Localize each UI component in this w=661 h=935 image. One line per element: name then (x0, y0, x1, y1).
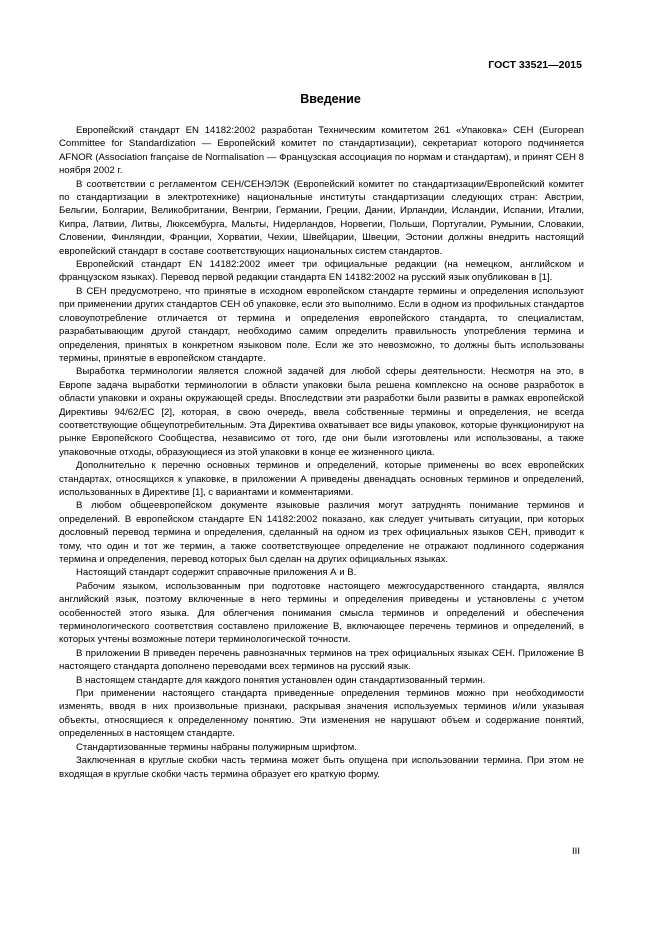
paragraph: В настоящем стандарте для каждого понятия установлен один стандартизованный термин. (76, 674, 486, 686)
introduction-body (59, 124, 584, 781)
paragraph: В приложении В приведен перечень равнозначных терминов на трех официальных языках СЕН. Приложение В настоящего стандарта дополнено переводами всех терминов на русский язык. (59, 647, 584, 673)
paragraph: В любом общеевропейском документе языковые различия могут затруднять понимание терминов и определений. В европейском стандарте EN 14182:2002 показано, как следует учитывать ситуации, при которых дословный перевод термина и определения, сделанный на одном из трех официальных языков СЕН, приводит к тому, что один и тот же термин, а также соответствующее определение не отражают подлинного содержания термина и определения, перевод которых был сделан на других официальных языках. (59, 500, 584, 565)
page-number: III (572, 846, 580, 857)
paragraph: При применении настоящего стандарта приведенные определения терминов можно при необходимости изменять, вводя в них произвольные признаки, раскрывая значения используемых терминов и/или указывая объекты, относящиеся к определенному понятию. Эти изменения не нарушают объем и содержание понятий, определенных в настоящем стандарте. (59, 688, 584, 740)
section-title: Введение (300, 92, 361, 106)
paragraph: В СЕН предусмотрено, что принятые в исходном европейском стандарте термины и определения используют при применении других стандартов СЕН об упаковке, если это выполнимо. Если в одном из профильных стандартов словоупотребление отличается от термина и определения европейского стандарта, то специалистам, разрабатывающим другой стандарт, необходимо самим определить правильность употребления термина и определения, принятых в конкретном языковом поле. Если же это невозможно, то должны быть использованы термины, принятые в европейском стандарте. (59, 285, 584, 364)
paragraph: Европейский стандарт EN 14182:2002 разработан Техническим комитетом 261 «Упаковка» СЕН (European Committee for Standardization — Европейский комитет по стандартизации), секретариат которого подчиняется AFNOR (Association française de Normalisation — Французская ассоциация по нормам и стандартам), и принят СЕН 8 ноября 2002 г. (59, 125, 584, 177)
paragraph: Дополнительно к перечню основных терминов и определений, которые применены во всех европейских стандартах, относящихся к упаковке, в приложении А приведены двенадцать основных терминов и определений, использованных в Директиве [1], с вариантами и комментариями. (59, 460, 584, 498)
paragraph: Заключенная в круглые скобки часть термина может быть опущена при использовании термина. При этом не входящая в круглые скобки часть термина образует его краткую форму. (59, 755, 584, 780)
paragraph: Выработка терминологии является сложной задачей для любой сферы деятельности. Несмотря на это, в Европе задача выработки терминологии в области упаковки была решена комплексно на основе разработок в области упаковки и охраны окружающей среды. Впоследствии эти разработки были развиты в рамках европейской Директивы 94/62/ЕС [2], которая, в свою очередь, ввела собственные термины и определения, не всегда соответствующие общеупотребительным. Эта Директива охватывает все виды упаковок, которые функционируют на рынке Европейского Сообщества, независимо от того, где они были изготовлены или использованы, а также упаковочные отходы, образующиеся из этой упаковки в конце ее жизненного цикла. (59, 366, 584, 458)
paragraph: В соответствии с регламентом СЕН/СЕНЭЛЭК (Европейский комитет по стандартизации/Европейский комитет по стандартизации в электротехнике) национальные институты стандартизации следующих стран: Австрии, Бельгии, Болгарии, Великобритании, Венгрии, Германии, Греции, Дании, Ирландии, Исландии, Испании, Италии, Кипра, Латвии, Литвы, Люксембурга, Мальты, Нидерландов, Норвегии, Польши, Португалии, Румынии, Словакии, Словении, Финляндии, Франции, Хорватии, Чехии, Швейцарии, Швеции, Эстонии должны внедрить настоящий европейский стандарт в составе соответствующих национальных систем стандартов. (59, 178, 584, 257)
paragraph: Стандартизованные термины набраны полужирным шрифтом. (76, 741, 357, 753)
paragraph: Настоящий стандарт содержит справочные приложения А и В. (76, 567, 357, 579)
paragraph: Европейский стандарт EN 14182:2002 имеет три официальные редакции (на немецком, английском и французском языках). Перевод первой редакции стандарта EN 14182:2002 на русский язык опубликован в [1]. (59, 259, 584, 284)
document-header-standard-id: ГОСТ 33521—2015 (488, 59, 582, 71)
paragraph: Рабочим языком, использованным при подготовке настоящего межгосударственного стандарта, являлся английский язык, поэтому включенные в него термины и определения приведены и установлены с учетом особенностей этого языка. Для облегчения понимания смысла терминов и определений и обеспечения терминологического соответствия составлено приложение В, включающее перечень терминов и определений, в которых учтены возможные потери терминологической точности. (59, 580, 584, 646)
